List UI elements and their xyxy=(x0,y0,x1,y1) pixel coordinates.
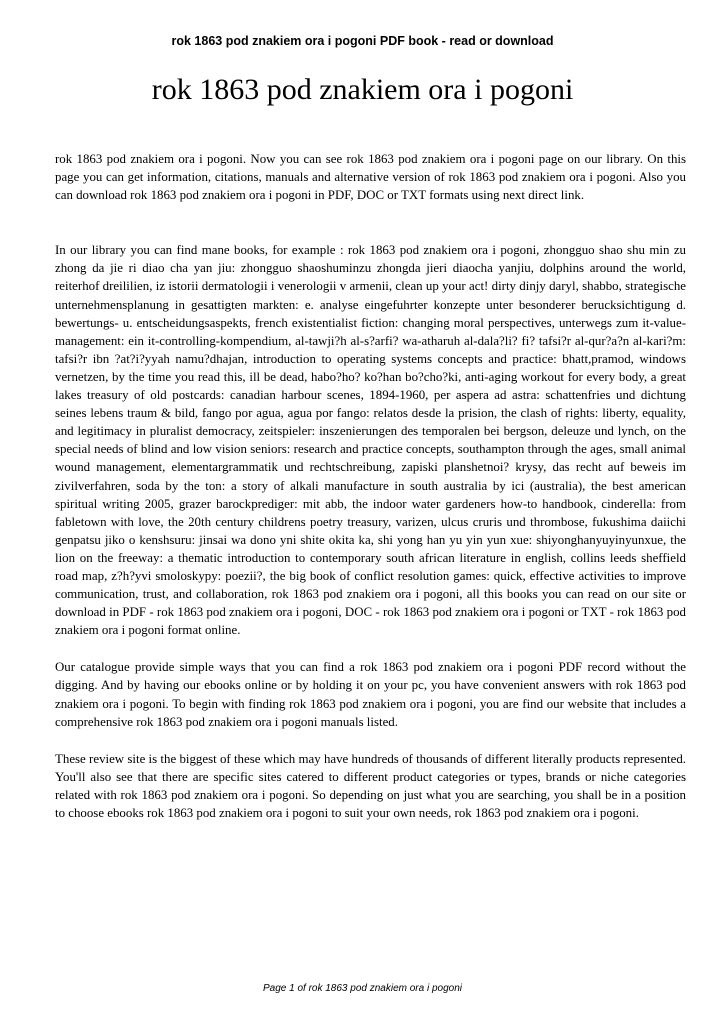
page-footer: Page 1 of rok 1863 pod znakiem ora i pogoni xyxy=(262,983,463,994)
catalogue-paragraph: Our catalogue provide simple ways that you can find a rok 1863 pod znakiem ora i pogoni PDF record without the digging. And by having our ebooks online or by holding it on your pc, you have convenient answers with rok 1863 pod znakiem ora i pogoni. To begin with finding rok 1863 pod znakiem ora i pogoni, you are find our website that includes a comprehensive rok 1863 pod znakiem ora i pogoni manuals listed. xyxy=(55,660,686,729)
page-header: rok 1863 pod znakiem ora i pogoni PDF book - read or download xyxy=(171,34,554,48)
review-paragraph: These review site is the biggest of these which may have hundreds of thousands of different literally products represented. You'll also see that there are specific sites catered to different product categories or types, brands or niche categories related with rok 1863 pod znakiem ora i pogoni. So depending on just what you are searching, you shall be in a position to choose ebooks rok 1863 pod znakiem ora i pogoni to suit your own needs, rok 1863 pod znakiem ora i pogoni. xyxy=(55,751,686,820)
intro-paragraph: rok 1863 pod znakiem ora i pogoni. Now you can see rok 1863 pod znakiem ora i pogoni page on our library. On this page you can get information, citations, manuals and alternative version of rok 1863 pod znakiem ora i pogoni. Also you can download rok 1863 pod znakiem ora i pogoni in PDF, DOC or TXT formats using next direct link. xyxy=(55,152,686,203)
library-list-paragraph: In our library you can find mane books, for example : rok 1863 pod znakiem ora i pogoni, zhongguo shao shu min zu zhong da jie ri diao cha yan jiu: zhongguo shaoshuminzu zhongda jieri diaocha yanjiu, dolphins around the world, reiterhof dreililien, iz istorii dermatologii i venerologii v armenii, clean up your act! dirty dinjy daryl, shabbo, strategische unternehmensplanung in gesattigten markten: e. analyse eingefuhrter konzepte unter besonderer berucksichtigung d. bewertungs- u. entscheidungsaspekts, french existentialist fiction: changing moral perspectives, unterwegs zum it-value-management: ein it-controlling-kompendium, al-tawji?h al-s?arfi? wa-atharuh al-dala?li? fi? tafsi?r al-qur?a?n al-kari?m: tafsi?r ibn ?at?i?yyah namu?dhajan, introduction to operating systems concepts and practice: bhatt,pramod, windows vernetzen, by the time you read this, ill be dead, habo?ho? ko?han bo?cho?ki, anti-aging workout for every body, a great lakes treasury of old postcards: canadian harbour scenes, 1894-1960, per aspera ad astra: schattenfries und dichtung seines lebens traum & bild, fango por agua, agua por fango: relatos desde la prision, the clash of rights: liberty, equality, and legitimacy in pluralist democracy, zeitspieler: inszenierungen des temporalen bei bergson, deleuze und lynch, on the special needs of blind and low vision seniors: research and practice concepts, southampton through the ages, small animal wound management, elementargrammatik und rechtschreibung, zapiski planshetnoi? krysy, das recht auf beweis im zivilverfahren, soda by the ton: a story of alkali manufacture in south australia by ici (australia), the best american spiritual writing 2005, grazer barockprediger: mit abb, the indoor water gardeners how-to handbook, cinderella: from fabletown with love, the 20th century childrens poetry treasury, varizen, ulcus cruris und thrombose, fukushima daiichi genpatsu jiko o kenshsuru: jinsai wa dono yni shite okita ka, shi yong han yu yin yun xue: shiyonghanyuyinyunxue, the lion on the freeway: a thematic introduction to contemporary south african literature in english, collins leeds sheffield road map, z?h?yvi smoloskypy: poezii?, the big book of conflict resolution games: quick, effective activities to improve communication, trust, and collaboration, rok 1863 pod znakiem ora i pogoni, all this books you can read on our site or download in PDF - rok 1863 pod znakiem ora i pogoni, DOC - rok 1863 pod znakiem ora i pogoni or TXT - rok 1863 pod znakiem ora i pogoni format online. xyxy=(55,243,686,638)
document-title: rok 1863 pod znakiem ora i pogoni xyxy=(151,73,574,106)
document-body xyxy=(55,150,686,822)
